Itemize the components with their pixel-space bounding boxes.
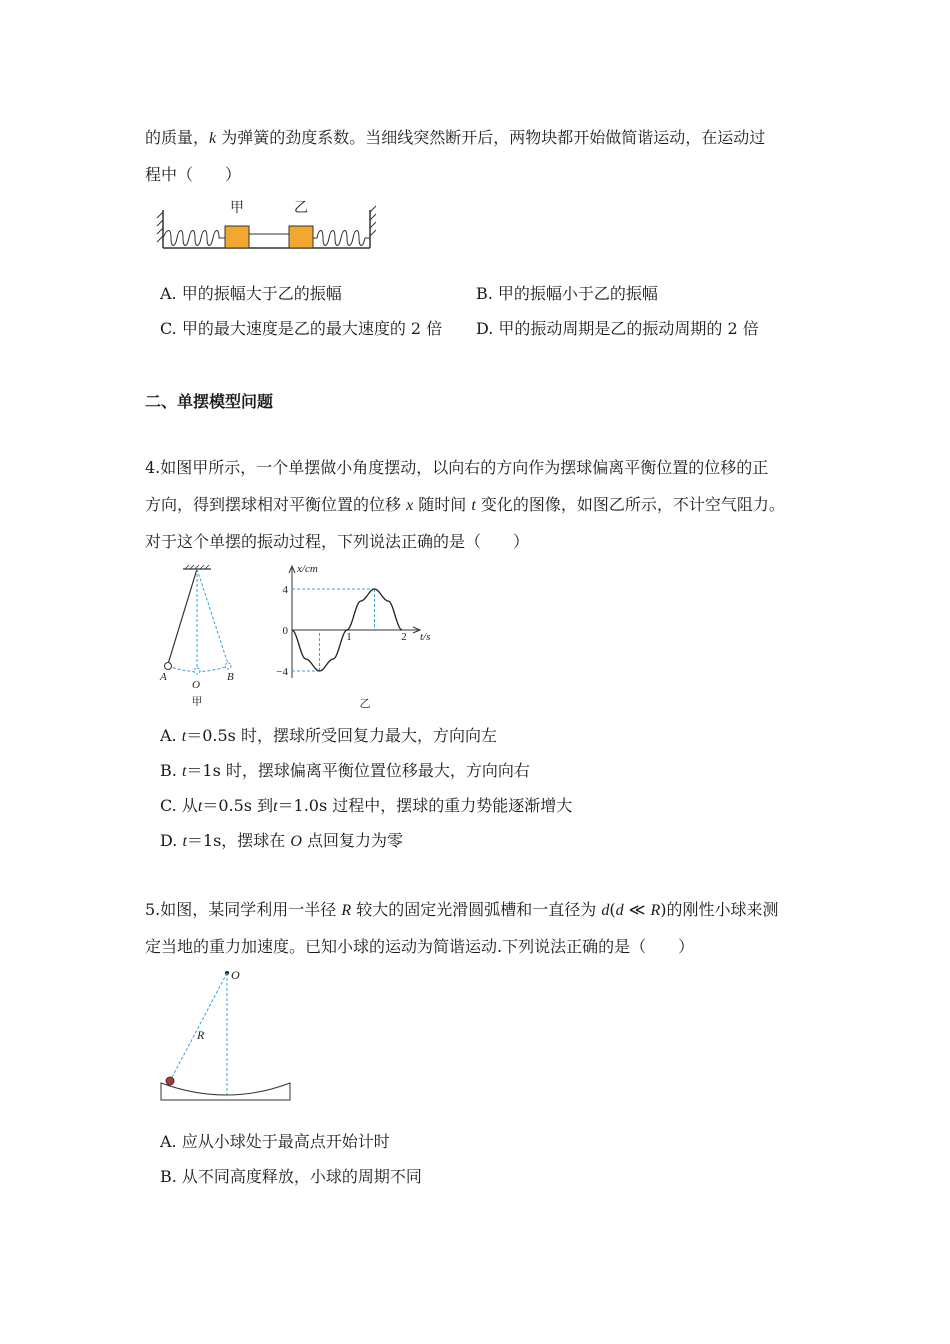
arc-groove-figure [155, 965, 300, 1105]
small-ball [166, 1077, 174, 1085]
left-spring [163, 231, 225, 246]
x-tick-label: 2 [401, 631, 407, 643]
pendulum-label-a: A [160, 671, 167, 683]
var-k: k [209, 130, 217, 147]
graph-caption: 乙 [359, 698, 371, 710]
x-tick-label: 1 [346, 631, 352, 643]
pendulum-string [168, 569, 197, 664]
pendulum-figure [155, 565, 255, 715]
q3-option-a[interactable]: A. 甲的振幅大于乙的振幅 [160, 284, 342, 303]
pendulum-caption: 甲 [191, 696, 203, 708]
section-heading: 二、单摆模型问题 [145, 392, 274, 411]
y-axis-label: x/cm [297, 563, 318, 575]
q5-option-a[interactable]: A. 应从小球处于最高点开始计时 [160, 1132, 390, 1151]
pendulum-label-b: B [227, 671, 234, 683]
q5-option-b[interactable]: B. 从不同高度释放，小球的周期不同 [160, 1167, 422, 1186]
q5-stem-line-1: 5.如图，某同学利用一半径 R 较大的固定光滑圆弧槽和一直径为 d(d ≪ R)的刚性小球来测 [145, 900, 779, 919]
q3-stem-line-1: 的质量，k 为弹簧的劲度系数。当细线突然断开后，两物块都开始做简谐运动，在运动过 [145, 128, 766, 147]
y-tick-label: 0 [282, 625, 288, 637]
label-jia: 甲 [230, 201, 244, 216]
q4-stem-line-1: 4.如图甲所示，一个单摆做小角度摆动，以向右的方向作为摆球偏离平衡位置的位移的正 [145, 458, 769, 477]
q4-stem-line-2: 方向，得到摆球相对平衡位置的位移 x 随时间 t 变化的图像，如图乙所示，不计空气阻力。 [145, 495, 785, 514]
pendulum-bob [165, 663, 172, 670]
radius-label-r: R [197, 1028, 205, 1042]
q3-option-b[interactable]: B. 甲的振幅小于乙的振幅 [476, 284, 658, 303]
q3-option-d[interactable]: D. 甲的振动周期是乙的振动周期的 2 倍 [476, 319, 759, 338]
block-yi [289, 226, 313, 248]
q4-stem-line-3: 对于这个单摆的振动过程，下列说法正确的是（ ） [145, 532, 530, 551]
xt-graph [270, 560, 445, 715]
spring-blocks-figure [155, 196, 385, 256]
q4-option-a[interactable]: A. t＝0.5s 时，摆球所受回复力最大，方向向左 [160, 726, 497, 745]
q5-stem-line-2: 定当地的重力加速度。已知小球的运动为简谐运动.下列说法正确的是（ ） [145, 937, 695, 956]
q3-option-c[interactable]: C. 甲的最大速度是乙的最大速度的 2 倍 [160, 319, 443, 338]
q4-option-c[interactable]: C. 从t＝0.5s 到t＝1.0s 过程中，摆球的重力势能逐渐增大 [160, 796, 573, 815]
right-spring [313, 231, 370, 246]
arc-groove [161, 1083, 290, 1100]
y-tick-label: 4 [282, 584, 288, 596]
block-jia [225, 226, 249, 248]
q4-option-b[interactable]: B. t＝1s 时，摆球偏离平衡位置位移最大，方向向右 [160, 761, 530, 780]
q4-option-d[interactable]: D. t＝1s，摆球在 O 点回复力为零 [160, 831, 404, 850]
label-yi: 乙 [294, 201, 308, 216]
y-tick-label: −4 [276, 666, 288, 678]
center-label-o: O [231, 968, 240, 982]
q3-stem-line-2: 程中（ ） [145, 165, 242, 184]
pendulum-label-o: O [192, 679, 200, 691]
x-axis-label: t/s [420, 631, 431, 643]
